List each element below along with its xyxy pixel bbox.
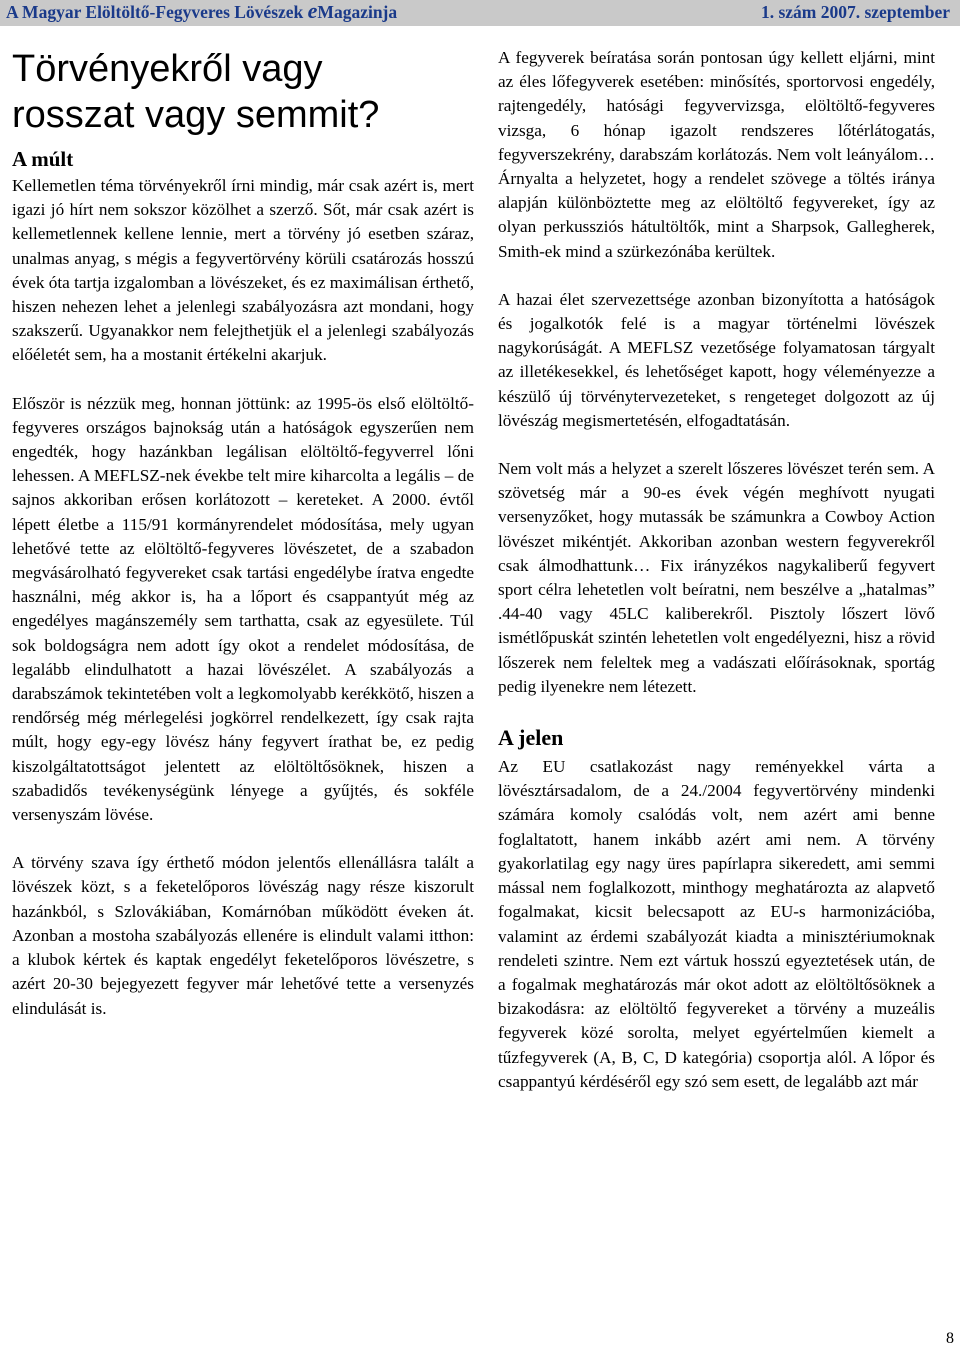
article-title-line-1: Törvényekről vagy xyxy=(12,48,323,90)
right-column xyxy=(498,46,935,1118)
left-column xyxy=(12,46,474,1045)
magazine-name xyxy=(6,2,397,23)
paragraph: A fegyverek beíratása során pontosan úgy kellett eljárni, mint az éles lőfegyverek esetében: minősítés, sportorvosi engedély, rajtengedély, hatósági fegyvervizsga, elöltöltő-fegyveres vizsga, 6 hónap igazolt rendszeres lőtérlátogatás, fegyverszekrény, darabszám korlátozás. Nem volt leányálom… Árnyalta a helyzetet, hogy a rendelet szövege a töltés iránya alapján különböztette meg az elöltöltő fegyvereket, így az olyan perkussziós hátultöltők, mint a Sharpsok, Gallegherek, Smith-ek mind a szürkezónába kerültek. xyxy=(498,48,935,261)
paragraph: Kellemetlen téma törvényekről írni mindig, már csak azért is, mert igazi jó hírt nem sokszor közölhet a szerző. Sőt, már csak azért is kellemetlennek kellene lennie, mert a törvény jó esetben száraz, unalmas anyag, s mégis a fegyvertörvény körüli csatározás hosszú évek óta tartja izgalomban a lövészeket, és ez maximálisan érthető, hiszen nehezen lehet a jelenlegi szabályozásra azt mondani, hogy szakszerű. Ugyanakkor nem felejthetjük el a jelenlegi szabályozás előéletét sem, ha a mostanit értékelni akarjuk. xyxy=(12,176,474,365)
paragraph: A törvény szava így érthető módon jelentős ellenállásra talált a lövészek közt, s a feketelőporos lövészág nagy része kiszorult hazánkból, s Szlovákiában, Komárnóban működött éveken át. Azonban a mostoha szabályozás ellenére is elindult valami itthon: a klubok kértek és kaptak engedélyt feketelőporos lövészetre, s azért 20-30 bejegyezett fegyver már lehetővé tette a versenyzés elindulását is. xyxy=(12,853,474,1018)
magazine-header xyxy=(0,0,960,26)
paragraph: A hazai élet szervezettsége azonban bizonyította a hatóságok és jogalkotók felé is a magyar történelmi lövészek nagykorúságát. A MEFLSZ vezetősége folyamatosan tárgyalt az illetékesekkel, és lehetőséget kapott, hogy véleményezze a készülő új törvénytervezeteket, s rengeteget dolgozott az új lövészág megismertetésén, elfogadtatásán. xyxy=(498,289,935,430)
magazine-name-suffix: Magazinja xyxy=(317,2,398,22)
section-heading-past: A múlt xyxy=(12,147,74,171)
paragraph: Először is nézzük meg, honnan jöttünk: az 1995-ös első elöltöltő-fegyveres országos bajnokság után a hatóságok egyszerűen nem engedték, hogy hazánkban legálisan elöltöltő-fegyverrel lőni lehessen. A MEFLSZ-nek évekbe telt mire kiharcolta a legális – de sajnos akkoriban erősen korlátozott – kereteket. A 2000. évtől lépett életbe a 115/91 kormányrendelet módosítása, mely ugyan lehetővé tette az elöltöltő-fegyveres lövészetet, de a szabadon megvásárolható fegyvereket csak tartási engedélybe íratva engedte használni, még akkor is, ha a lőport és csappantyút még az engedélyes magánszemély sem tarthatta, csak az egyesülete. Túl sok boldogságra nem adott így okot a rendelet módosítása, de legalább elindulhatott a hazai lövészélet. A szabályozás a darabszámok tekintetében volt a legkomolyabb kerékkötő, hiszen a rendőrség még mérlegelési jogkörrel rendelkezett, így csak rajta múlt, hogy egy-egy lövész hány fegyvert írathat be, ez pedig kiszolgáltatottságot jelentett az elöltöltősöknek, hiszen a szabadidős tevékenységünk lényege a gyűjtés, és sokféle versenyszám lövése. xyxy=(12,393,474,825)
magazine-name-text: A Magyar Elöltöltő-Fegyveres Lövészek xyxy=(6,2,308,22)
article-title-line-2: rosszat vagy semmit? xyxy=(12,94,380,136)
magazine-e-letter: e xyxy=(307,0,318,23)
issue-info: 1. szám 2007. szeptember xyxy=(760,2,950,22)
section-heading-present: A jelen xyxy=(498,725,564,751)
page-number: 8 xyxy=(946,1330,954,1347)
paragraph: Nem volt más a helyzet a szerelt lőszeres lövészet terén sem. A szövetség már a 90-es évek végén meghívott nyugati versenyzőket, hogy mutassák be számunkra a Cowboy Action lövészet mikéntjét. Akkoriban azonban western fegyverekről csak álmodhattunk… Fix irányzékos nagykaliberű fegyvert sport célra lehetetlen volt beíratni, nem beszélve a „hatalmas” .44-40 vagy 45LC kaliberekről. Pisztoly lőszert lövő ismétlőpuskát szintén lehetetlen volt engedélyezni, hisz a rövid lőszerek nem feleltek meg a vadászati előírásoknak, sportág pedig ilyenekre nem létezett. xyxy=(498,459,935,696)
article-title xyxy=(12,46,474,138)
paragraph: Az EU csatlakozást nagy reményekkel várta a lövésztársadalom, de a 24./2004 fegyvertörvény mindenki számára komoly csalódás volt, nem azért ami benne foglaltatott, hanem inkább azért ami nem. A törvény gyakorlatilag egy nagy üres papírlapra sikeredett, ami semmi mással nem foglalkozott, minthogy meghatározta az alapvető fogalmakat, kicsit belecsapott az EU-s harmonizációba, valamint az érdemi szabályozát kiadta a minisztériumoknak rendeleti szintre. Nem ezt vártuk hosszú egyeztetések után, de a fogalmak meghatározás már okot adott az elöltöltősöknek a bizakodásra: az elöltöltő fegyvereket a törvény a muzeális fegyverek közé sorolta, melyet egyértelműen kiemelt a tűzfegyverek (A, B, C, D kategória) csoportja alól. A lőpor és csappantyú kérdéséről egy szó sem esett, de legalább azt már xyxy=(498,757,935,1091)
